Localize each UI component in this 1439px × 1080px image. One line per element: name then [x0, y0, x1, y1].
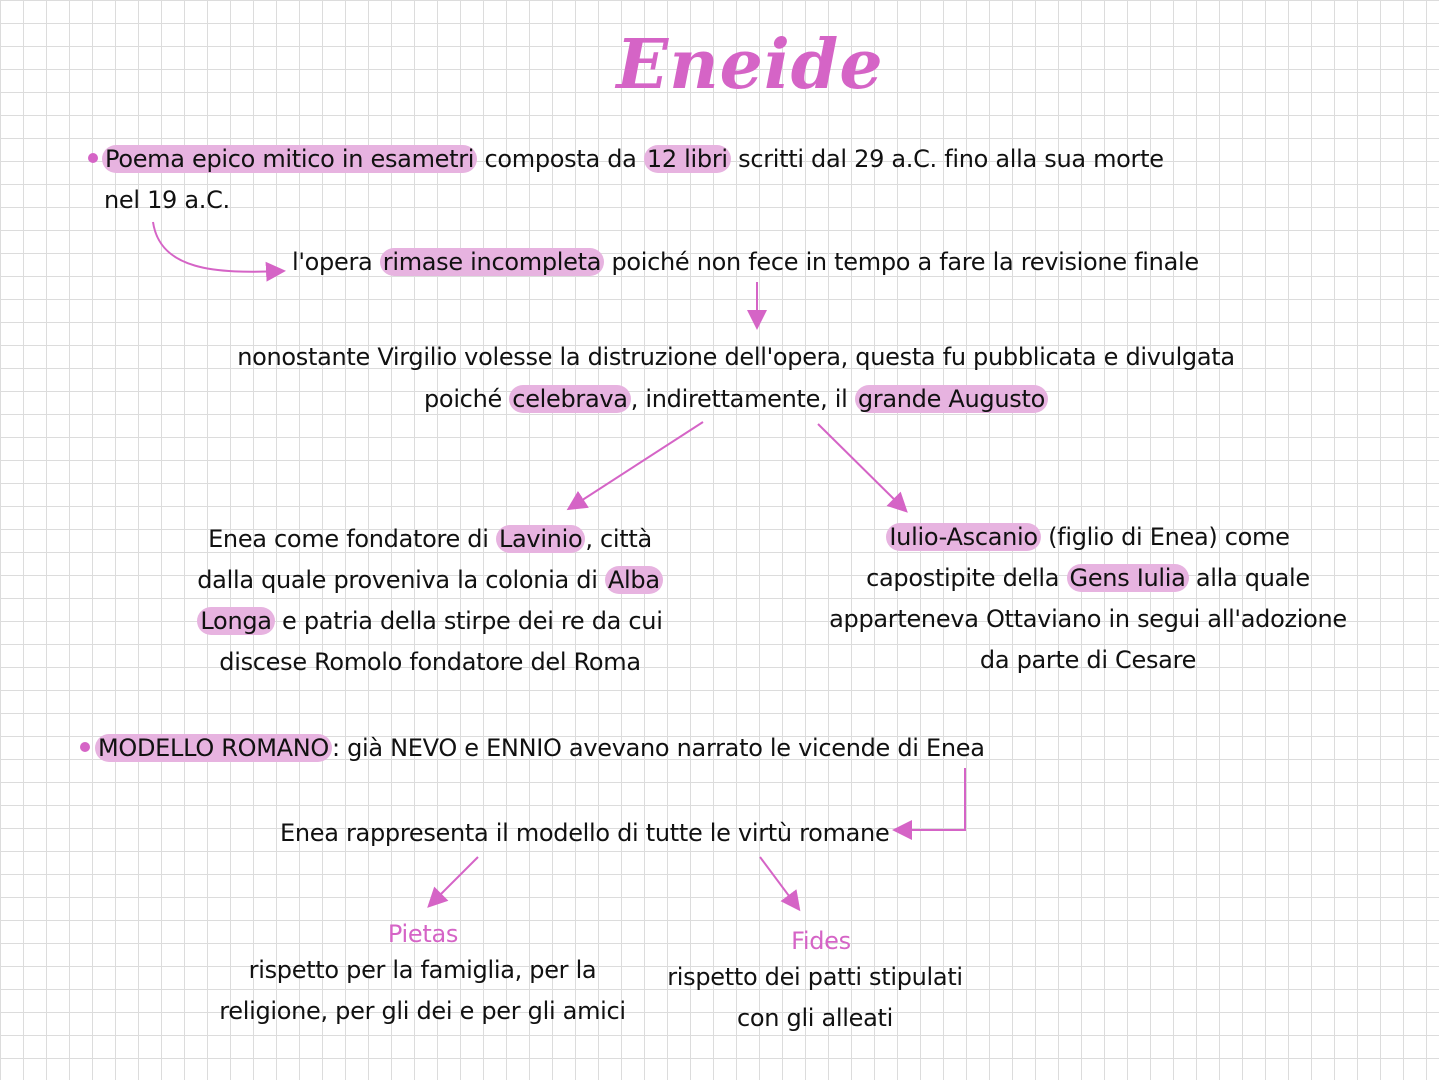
text: (figlio di Enea) come [1040, 523, 1290, 551]
text: scritti dal 29 a.C. fino alla sua morte [730, 145, 1164, 173]
highlight: Poema epico mitico in esametri [102, 145, 477, 173]
text: capostipite della [866, 564, 1067, 592]
highlight: Gens Iulia [1067, 564, 1189, 592]
right-branch-line-3: apparteneva Ottaviano in segui all'adozione [829, 605, 1347, 633]
arrow-to-left-branch [570, 422, 703, 508]
fides-title: Fides [791, 927, 851, 955]
fides-line-1: rispetto dei patti stipulati [667, 963, 963, 991]
incomplete-line [292, 242, 1199, 283]
bullet-icon [80, 742, 90, 752]
text: , indirettamente, il [630, 385, 855, 413]
intro-line-1 [102, 139, 1164, 180]
virtues-line: Enea rappresenta il modello di tutte le virtù romane [280, 819, 890, 847]
pietas-title: Pietas [387, 920, 459, 948]
text: dalla quale proveniva la colonia di [197, 566, 605, 594]
published-line-1: nonostante Virgilio volesse la distruzione dell'opera, questa fu pubblicata e divulgata [237, 343, 1235, 371]
arrow-to-fides [760, 857, 798, 908]
text: poiché [424, 385, 510, 413]
highlight: Alba [605, 566, 663, 594]
fides-line-2: con gli alleati [736, 1004, 893, 1032]
arrow-to-incomplete [153, 222, 282, 272]
intro-line-2: nel 19 a.C. [104, 186, 230, 214]
model-line [95, 728, 985, 769]
right-branch-line-4: da parte di Cesare [979, 646, 1197, 674]
pietas-line-2: religione, per gli dei e per gli amici [219, 997, 626, 1025]
text: alla quale [1188, 564, 1310, 592]
right-branch-line-2 [818, 558, 1358, 599]
highlight: rimase incompleta [380, 248, 604, 276]
highlight: Lavinio [496, 525, 585, 553]
arrow-to-right-branch [818, 424, 905, 510]
text: Enea come fondatore di [208, 525, 496, 553]
page-title: Eneide [616, 25, 884, 105]
published-line-2 [186, 379, 1286, 420]
text: , città [585, 525, 652, 553]
text: composta da [477, 145, 644, 173]
highlight: Iulio-Ascanio [886, 523, 1040, 551]
left-branch-line-4: discese Romolo fondatore del Roma [219, 648, 641, 676]
highlight: Longa [197, 607, 274, 635]
highlight: celebrava [509, 385, 630, 413]
pietas-line-1: rispetto per la famiglia, per la [248, 956, 597, 984]
left-branch-line-3 [180, 601, 680, 642]
text: l'opera [292, 248, 380, 276]
text: poiché non fece in tempo a fare la revisione finale [604, 248, 1199, 276]
highlight: grande Augusto [855, 385, 1048, 413]
text: e patria della stirpe dei re da cui [274, 607, 663, 635]
text: : già NEVO e ENNIO avevano narrato le vicende di Enea [331, 734, 985, 762]
bullet-icon [88, 153, 98, 163]
right-branch-line-1 [818, 517, 1358, 558]
highlight: MODELLO ROMANO [95, 734, 332, 762]
highlight: 12 libri [644, 145, 731, 173]
left-branch-line-2 [180, 560, 680, 601]
left-branch-line-1 [180, 519, 680, 560]
arrow-to-virtues [896, 768, 965, 830]
arrow-to-pietas [430, 857, 478, 905]
